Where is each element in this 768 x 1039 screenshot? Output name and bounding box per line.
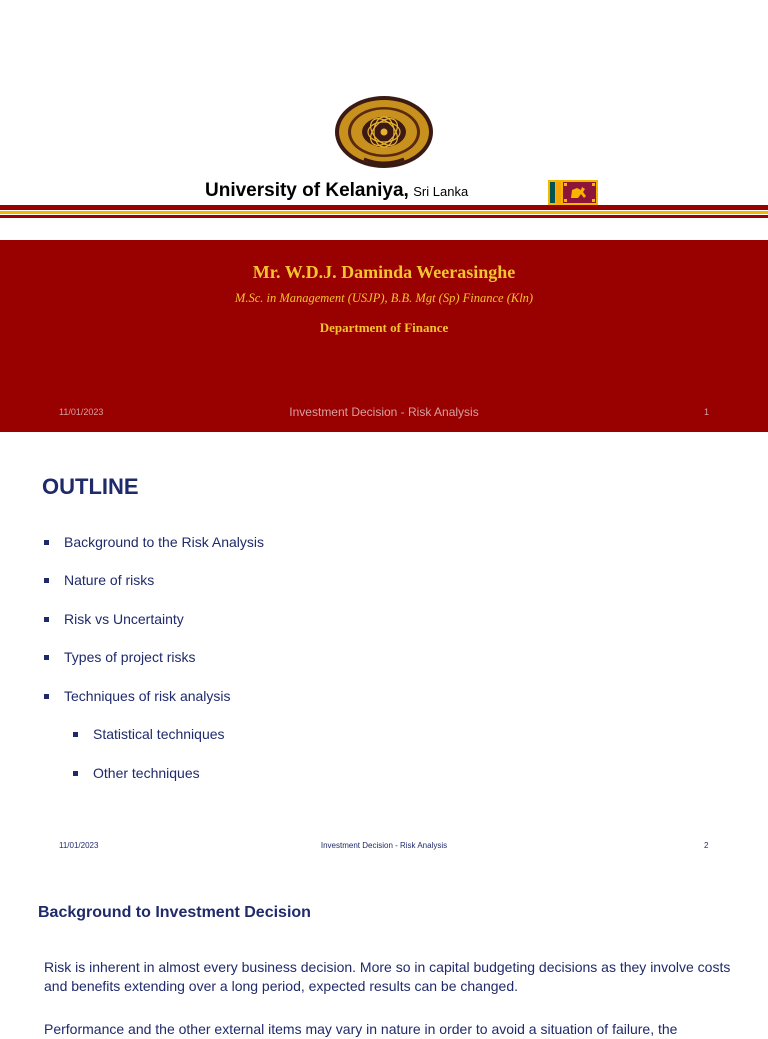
- list-item: [64, 572, 154, 588]
- footer-title: Investment Decision - Risk Analysis: [289, 405, 479, 419]
- list-item-text: Statistical techniques: [93, 726, 225, 742]
- university-seal-logo: [334, 95, 434, 169]
- university-name: University of Kelaniya,: [205, 180, 409, 201]
- university-heading: [205, 180, 468, 202]
- page-number: 2: [704, 841, 709, 850]
- list-item-text: Background to the Risk Analysis: [64, 534, 264, 550]
- bullet-icon: [44, 655, 49, 660]
- list-item: [64, 611, 184, 627]
- background-slide: [0, 868, 768, 1037]
- outline-slide: [0, 432, 768, 864]
- list-item-text: Types of project risks: [64, 649, 196, 665]
- bullet-icon: [44, 578, 49, 583]
- divider-stripe: [0, 205, 768, 210]
- slide-paragraph: Risk is inherent in almost every business decision. More so in capital budgeting decisions as they involve costs and benefits extending over a long period, expected results can be changed.: [44, 959, 731, 994]
- bullet-icon: [44, 540, 49, 545]
- list-item: [93, 726, 225, 742]
- sri-lanka-flag-icon: [548, 180, 598, 205]
- bullet-icon: [44, 694, 49, 699]
- university-country: Sri Lanka: [413, 184, 469, 199]
- bullet-icon: [73, 771, 78, 776]
- list-item: [93, 765, 200, 781]
- list-item: [64, 534, 264, 550]
- department-name: Department of Finance: [319, 320, 449, 335]
- slide-title: OUTLINE: [42, 474, 139, 499]
- bullet-icon: [73, 732, 78, 737]
- list-item: [64, 649, 196, 665]
- list-item-text: Risk vs Uncertainty: [64, 611, 184, 627]
- list-item-text: Nature of risks: [64, 572, 155, 588]
- divider-stripe: [0, 215, 768, 218]
- divider-stripe: [0, 211, 768, 214]
- footer-title: Investment Decision - Risk Analysis: [320, 841, 448, 850]
- slide-title: Background to Investment Decision: [38, 904, 311, 921]
- list-item-text: Other techniques: [93, 765, 200, 781]
- presenter-qualifications: M.Sc. in Management (USJP), B.B. Mgt (Sp) Finance (Kln): [234, 291, 534, 305]
- list-item-text: Techniques of risk analysis: [64, 688, 231, 704]
- title-banner: [0, 240, 768, 432]
- title-slide: [0, 0, 768, 432]
- list-item: [64, 688, 231, 704]
- footer-date: 11/01/2023: [59, 407, 104, 417]
- slide-paragraph: Performance and the other external items may vary in nature in order to avoid a situation of failure, the: [44, 1021, 678, 1037]
- bullet-icon: [44, 617, 49, 622]
- presenter-name: Mr. W.D.J. Daminda Weerasinghe: [252, 262, 516, 282]
- footer-date: 11/01/2023: [59, 841, 99, 850]
- page-number: 1: [704, 407, 710, 417]
